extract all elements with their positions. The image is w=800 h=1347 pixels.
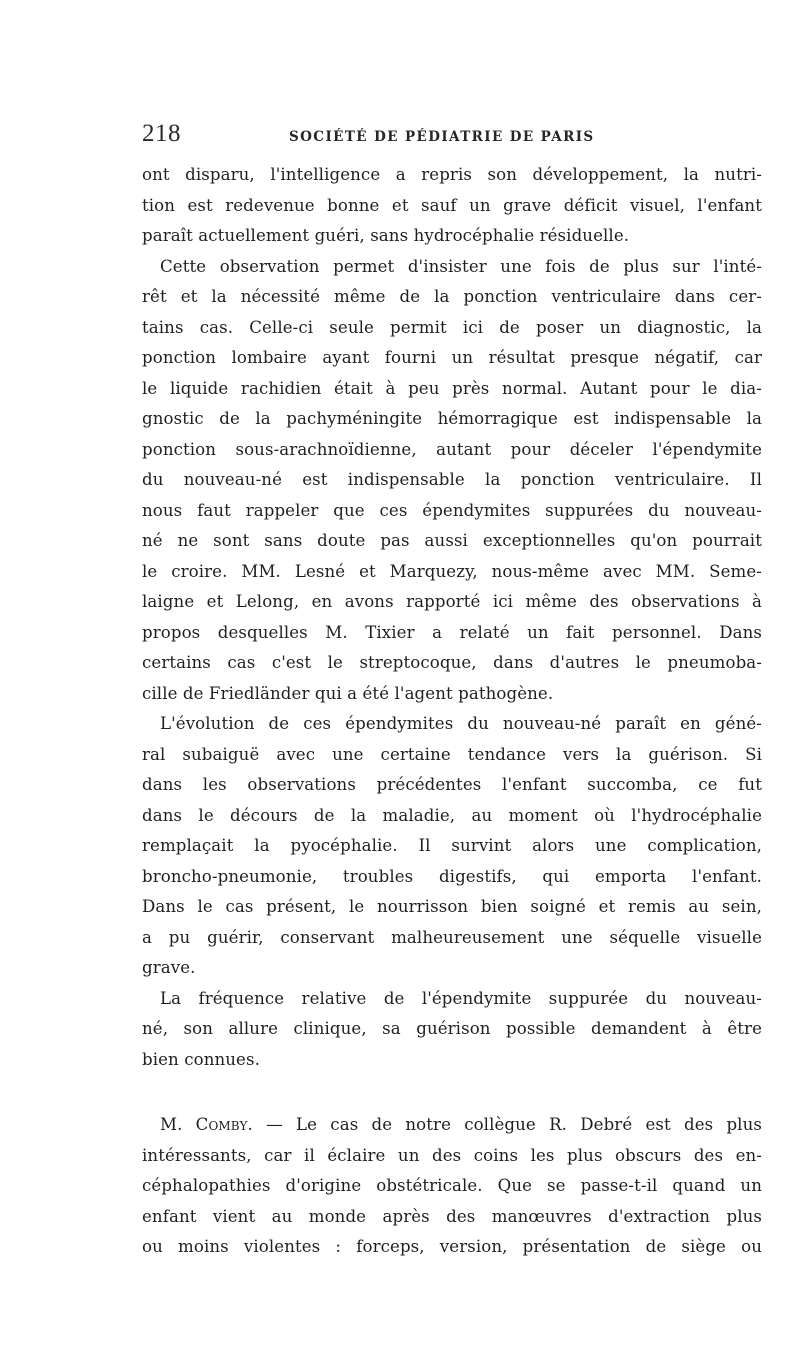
text-line: remplaçait la pyocéphalie. Il survint alors une complication, (142, 836, 762, 855)
text-line: céphalopathies d'origine obstétricale. Que se passe-t-il quand un (142, 1176, 762, 1195)
text-line: dans le décours de la maladie, au moment où l'hydrocéphalie (142, 805, 762, 825)
text-line: intéressants, car il éclaire un des coins les plus obscurs des en- (142, 1145, 762, 1165)
text-line: certains cas c'est le streptocoque, dans d'autres le pneumoba- (142, 653, 762, 672)
text-line: Dans le cas présent, le nourrisson bien soigné et remis au sein, (142, 897, 762, 916)
text-line: laigne et Lelong, en avons rapporté ici même des observations à (142, 592, 762, 611)
text-line: broncho-pneumonie, troubles digestifs, qui emporta l'enfant. (142, 866, 762, 886)
speaker-line-text: — Le cas de notre collègue R. Debré est des plus (252, 1115, 762, 1134)
text-line: paraît actuellement guéri, sans hydrocéphalie résiduelle. (142, 226, 630, 245)
text-line: rêt et la nécessité même de la ponction ventriculaire dans cer- (142, 287, 762, 306)
text-line: né, son allure clinique, sa guérison possible demandent à être (142, 1019, 762, 1038)
text-line: Cette observation permet d'insister une fois de plus sur l'inté- (160, 256, 762, 276)
text-line: bien connues. (142, 1049, 260, 1069)
speaker-name: M. Comby. (160, 1115, 253, 1134)
text-line: le croire. MM. Lesné et Marquezy, nous-même avec MM. Seme- (142, 561, 762, 581)
text-line: tion est redevenue bonne et sauf un grave déficit visuel, l'enfant (142, 195, 762, 215)
text-line: ponction lombaire ayant fourni un résultat presque négatif, car (142, 348, 762, 367)
page-number: 218 (142, 120, 181, 147)
text-line: La fréquence relative de l'épendymite suppurée du nouveau- (160, 988, 762, 1008)
running-header (142, 120, 762, 150)
text-line: ponction sous-arachnoïdienne, autant pour déceler l'épendymite (142, 439, 762, 459)
text-line: dans les observations précédentes l'enfant succomba, ce fut (142, 775, 762, 794)
text-line: nous faut rappeler que ces épendymites suppurées du nouveau- (142, 500, 762, 520)
text-line: enfant vient au monde après des manœuvres d'extraction plus (142, 1206, 762, 1226)
text-line: le liquide rachidien était à peu près normal. Autant pour le dia- (142, 378, 762, 398)
text-line: propos desquelles M. Tixier a relaté un fait personnel. Dans (142, 622, 762, 642)
text-line: cille de Friedländer qui a été l'agent pathogène. (142, 683, 554, 703)
text-line: ont disparu, l'intelligence a repris son développement, la nutri- (142, 165, 762, 184)
text-line: a pu guérir, conservant malheureusement une séquelle visuelle (142, 927, 762, 947)
running-title: SOCIÉTÉ DE PÉDIATRIE DE PARIS (289, 129, 595, 145)
text-line: né ne sont sans doute pas aussi exceptionnelles qu'on pourrait (142, 531, 762, 550)
text-line: L'évolution de ces épendymites du nouveau-né paraît en géné- (160, 714, 762, 733)
text-line: ou moins violentes : forceps, version, présentation de siège ou (142, 1237, 762, 1256)
text-line: du nouveau-né est indispensable la ponction ventriculaire. Il (142, 470, 762, 489)
body-text (142, 160, 762, 1263)
text-line (142, 1110, 762, 1141)
paragraph-gap (142, 1075, 762, 1110)
text-line: tains cas. Celle-ci seule permit ici de poser un diagnostic, la (142, 317, 762, 337)
text-line: gnostic de la pachyméningite hémorragique est indispensable la (142, 409, 762, 428)
text-line: grave. (142, 958, 196, 977)
text-line: ral subaiguë avec une certaine tendance vers la guérison. Si (142, 744, 762, 764)
